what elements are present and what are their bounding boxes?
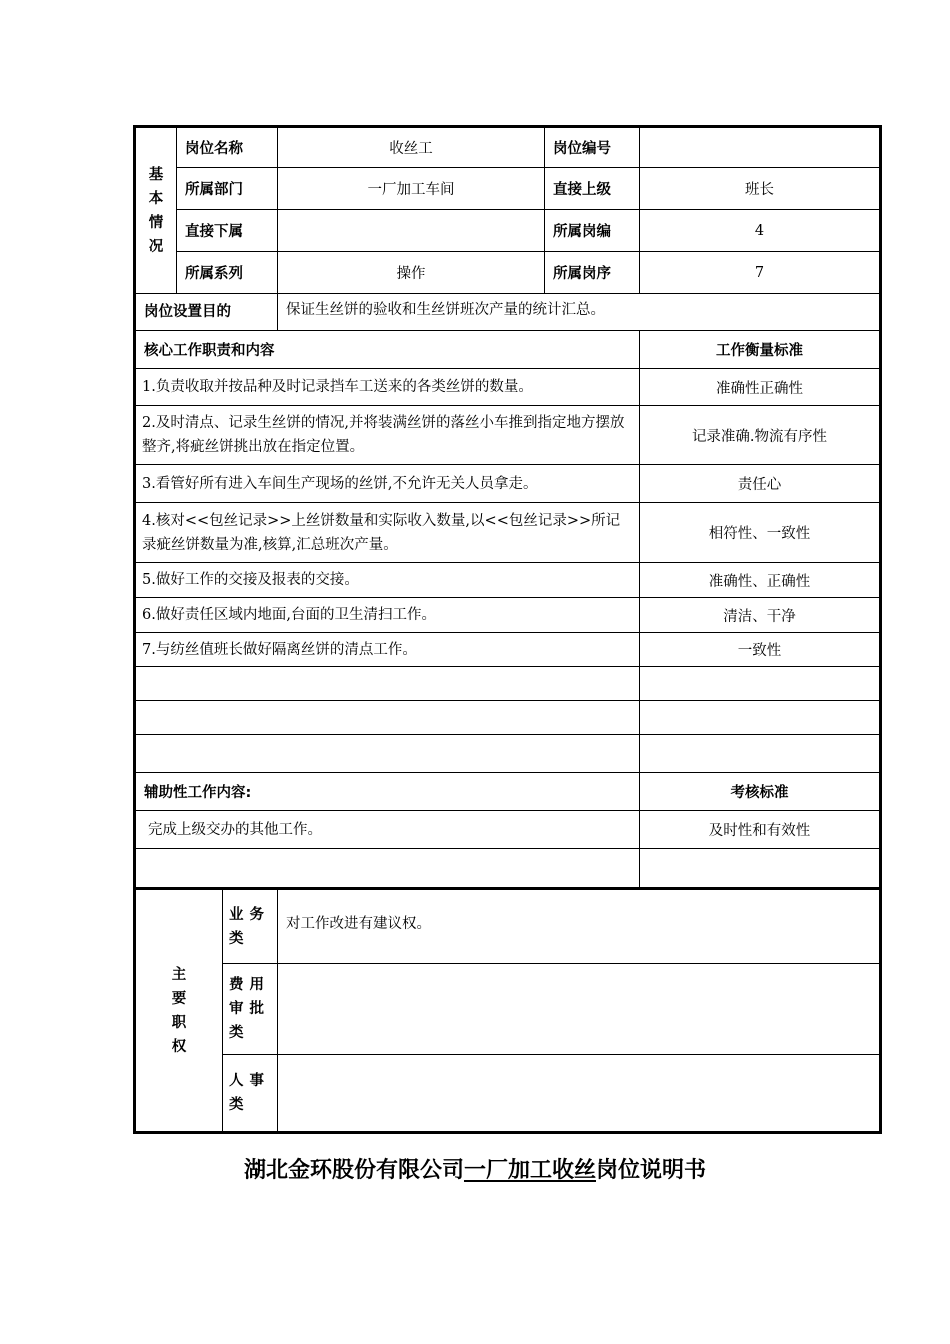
core-duty-standard: 准确性正确性	[640, 369, 881, 406]
authority-section-label: 主 要 职 权	[135, 889, 223, 1133]
subordinate-value	[278, 210, 545, 252]
title-underlined: 一厂加工收丝	[463, 1158, 596, 1183]
sequence-value: 7	[640, 252, 881, 294]
sequence-label: 所属岗序	[545, 252, 640, 294]
purpose-label: 岗位设置目的	[135, 294, 278, 331]
position-code-value	[640, 127, 881, 168]
core-duty-empty	[135, 667, 640, 701]
purpose-value: 保证生丝饼的验收和生丝饼班次产量的统计汇总。	[278, 294, 881, 331]
position-code-label: 岗位编号	[545, 127, 640, 168]
auxiliary-standard-header: 考核标准	[640, 773, 881, 811]
core-duty-item: 7.与纺丝值班长做好隔离丝饼的清点工作。	[135, 633, 640, 667]
title-prefix: 湖北金环股份有限公司	[243, 1158, 464, 1183]
subordinate-label: 直接下属	[177, 210, 278, 252]
job-description-table	[133, 125, 882, 1134]
core-duty-item: 6.做好责任区域内地面,台面的卫生清扫工作。	[135, 598, 640, 633]
core-duties-header: 核心工作职责和内容	[135, 331, 640, 369]
business-authority-value: 对工作改进有建议权。	[278, 889, 881, 964]
auxiliary-item: 完成上级交办的其他工作。	[135, 811, 640, 849]
expense-authority-label: 费用 审批 类	[223, 964, 278, 1055]
auxiliary-empty	[135, 849, 640, 889]
core-duty-item: 5.做好工作的交接及报表的交接。	[135, 563, 640, 598]
core-duty-standard: 相符性、一致性	[640, 503, 881, 563]
basic-info-section-label: 基 本 情 况	[135, 127, 177, 294]
position-name-label: 岗位名称	[177, 127, 278, 168]
core-standard-empty	[640, 667, 881, 701]
series-label: 所属系列	[177, 252, 278, 294]
core-duty-standard: 责任心	[640, 465, 881, 503]
core-standard-header: 工作衡量标准	[640, 331, 881, 369]
auxiliary-standard-empty	[640, 849, 881, 889]
core-duty-standard: 准确性、正确性	[640, 563, 881, 598]
series-value: 操作	[278, 252, 545, 294]
title-suffix: 岗位说明书	[596, 1158, 707, 1183]
position-name-value: 收丝工	[278, 127, 545, 168]
core-duty-empty	[135, 735, 640, 773]
auxiliary-header: 辅助性工作内容:	[135, 773, 640, 811]
core-duty-item: 1.负责收取并按品种及时记录挡车工送来的各类丝饼的数量。	[135, 369, 640, 406]
core-duty-item: 3.看管好所有进入车间生产现场的丝饼,不允许无关人员拿走。	[135, 465, 640, 503]
core-duty-standard: 清洁、干净	[640, 598, 881, 633]
core-standard-empty	[640, 735, 881, 773]
job-description-form	[133, 125, 879, 1134]
document-title	[0, 1153, 950, 1184]
core-duty-item: 2.及时清点、记录生丝饼的情况,并将装满丝饼的落丝小车推到指定地方摆放整齐,将疵丝饼挑出放在指定位置。	[135, 406, 640, 465]
core-standard-empty	[640, 701, 881, 735]
auxiliary-item-standard: 及时性和有效性	[640, 811, 881, 849]
business-authority-label: 业务 类	[223, 889, 278, 964]
department-value: 一厂加工车间	[278, 168, 545, 210]
expense-authority-value	[278, 964, 881, 1055]
core-duty-standard: 一致性	[640, 633, 881, 667]
superior-label: 直接上级	[545, 168, 640, 210]
personnel-authority-value	[278, 1055, 881, 1133]
department-label: 所属部门	[177, 168, 278, 210]
core-duty-empty	[135, 701, 640, 735]
personnel-authority-label: 人事 类	[223, 1055, 278, 1133]
core-duty-standard: 记录准确.物流有序性	[640, 406, 881, 465]
superior-value: 班长	[640, 168, 881, 210]
headcount-value: 4	[640, 210, 881, 252]
headcount-label: 所属岗编	[545, 210, 640, 252]
core-duty-item: 4.核对<<包丝记录>>上丝饼数量和实际收入数量,以<<包丝记录>>所记录疵丝饼数量为准,核算,汇总班次产量。	[135, 503, 640, 563]
